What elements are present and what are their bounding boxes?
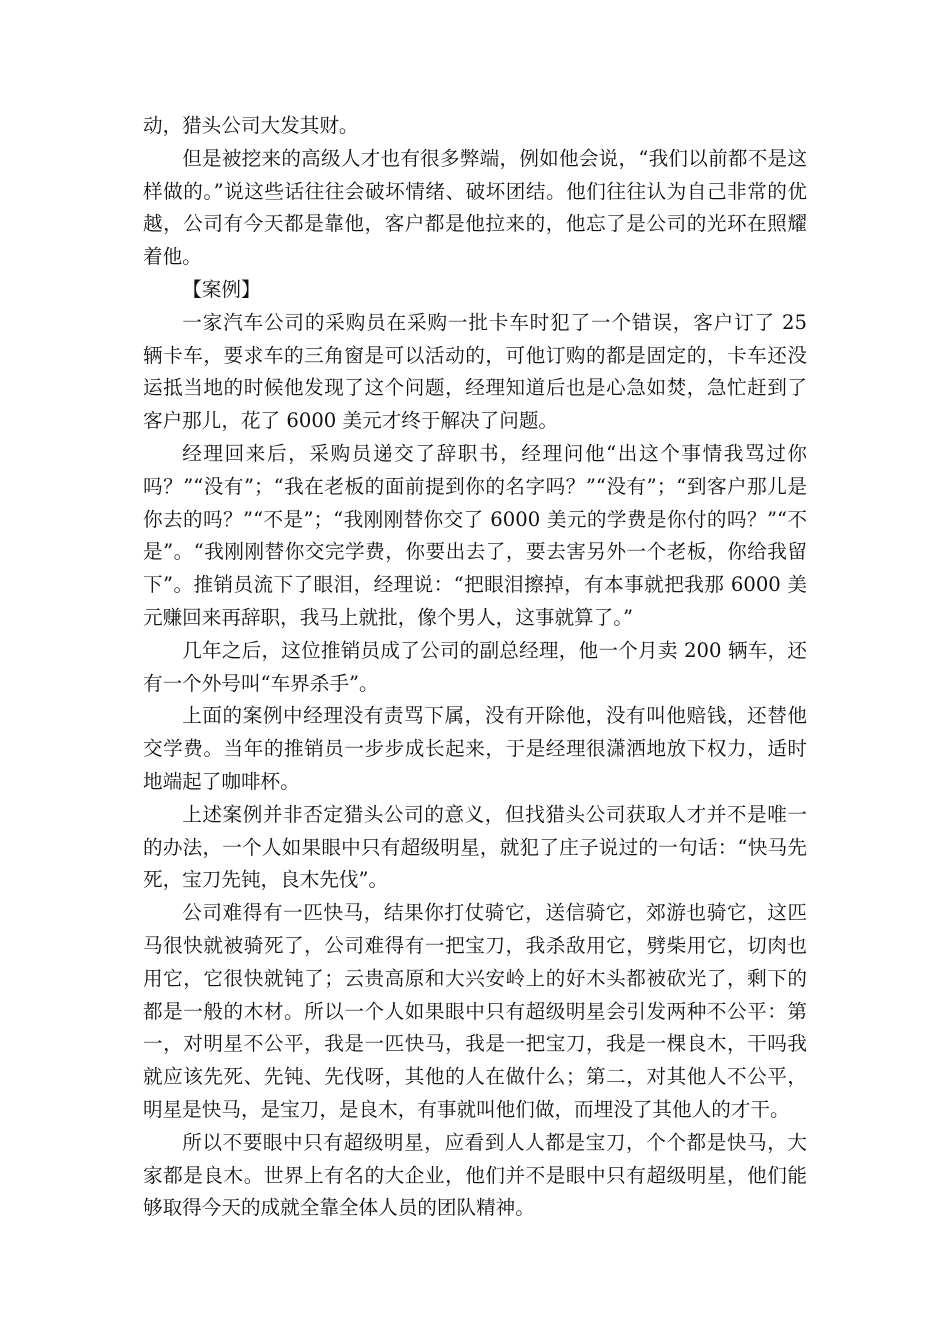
paragraph: 动，猎头公司大发其财。	[143, 114, 359, 137]
paragraph: 上面的案例中经理没有责骂下属，没有开除他，没有叫他赔钱，还替他交学费。当年的推销员一步步成长起来，于是经理很潇洒地放下权力，适时地端起了咖啡杯。	[143, 704, 807, 793]
paragraph: 几年之后，这位推销员成了公司的副总经理，他一个月卖 200 辆车，还有一个外号叫“车界杀手”。	[143, 638, 807, 695]
document-body	[143, 110, 807, 1225]
paragraph: 所以不要眼中只有超级明星，应看到人人都是宝刀，个个都是快马，大家都是良木。世界上有名的大企业，他们并不是眼中只有超级明星，他们能够取得今天的成就全靠全体人员的团队精神。	[143, 1130, 807, 1220]
paragraph: 经理回来后，采购员递交了辞职书，经理问他“出这个事情我骂过你吗？”“没有”；“我在老板的面前提到你的名字吗？”“没有”；“到客户那儿是你去的吗？”“不是”；“我刚刚替你交了 6000 美元的学费是你付的吗？”“不是”。“我刚刚替你交完学费，你要出去了，要去害另外一个老板，你给我留下”。推销员流下了眼泪，经理说：“把眼泪擦掉，有本事就把我那 6000 美元赚回来再辞职，我马上就批，像个男人，这事就算了。”	[143, 441, 807, 629]
paragraph: 但是被挖来的高级人才也有很多弊端，例如他会说，“我们以前都不是这样做的。”说这些话往往会破坏情绪、破坏团结。他们往往认为自己非常的优越，公司有今天都是靠他，客户都是他拉来的，他忘了是公司的光环在照耀着他。	[143, 146, 807, 269]
paragraph: 公司难得有一匹快马，结果你打仗骑它，送信骑它，郊游也骑它，这匹马很快就被骑死了，公司难得有一把宝刀，我杀敌用它，劈柴用它，切肉也用它，它很快就钝了；云贵高原和大兴安岭上的好木头都被砍光了，剩下的都是一般的木材。所以一个人如果眼中只有超级明星会引发两种不公平：第一，对明星不公平，我是一匹快马，我是一把宝刀，我是一棵良木，干吗我就应该先死、先钝、先伐呀，其他的人在做什么；第二，对其他人不公平，明星是快马，是宝刀，是良木，有事就叫他们做，而埋没了其他人的才干。	[143, 901, 807, 1121]
paragraph: 一家汽车公司的采购员在采购一批卡车时犯了一个错误，客户订了 25 辆卡车，要求车的三角窗是可以活动的，可他订购的都是固定的，卡车还没运抵当地的时候他发现了这个问题，经理知道后也是心急如焚，急忙赶到了客户那儿，花了 6000 美元才终于解决了问题。	[143, 310, 807, 433]
case-heading: 【案例】	[182, 277, 261, 301]
paragraph: 上述案例并非否定猎头公司的意义，但找猎头公司获取人才并不是唯一的办法，一个人如果眼中只有超级明星，就犯了庄子说过的一句话：“快马先死，宝刀先钝，良木先伐”。	[143, 802, 807, 892]
